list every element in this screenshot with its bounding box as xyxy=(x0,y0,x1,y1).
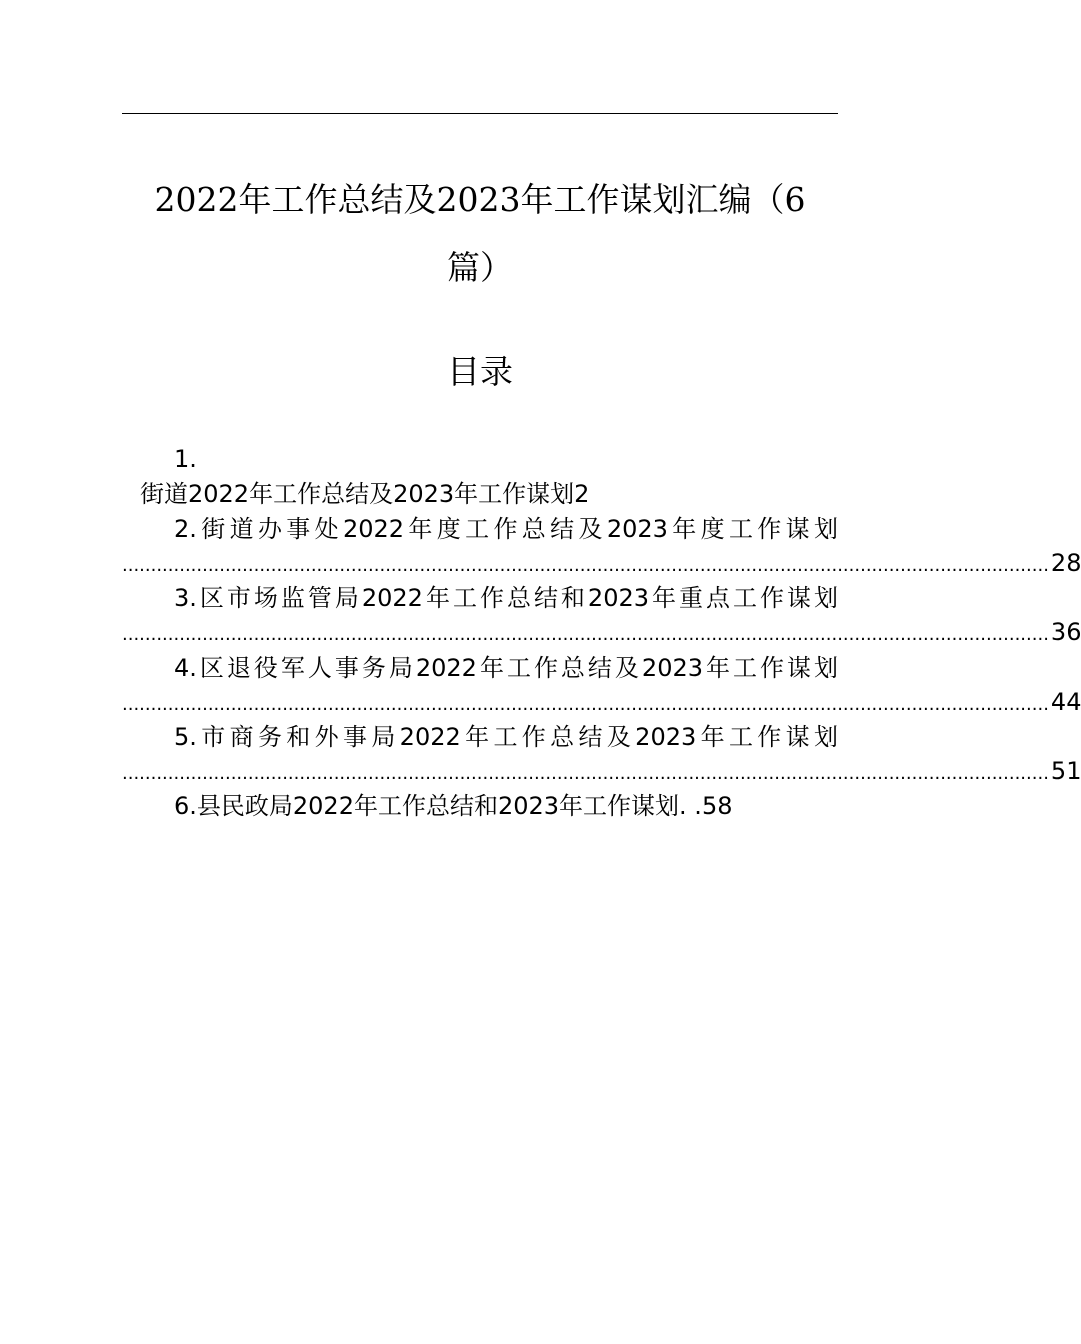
toc-entry-3-title[interactable]: 3.区市场监管局2022年工作总结和2023年重点工作谋划 xyxy=(174,584,838,612)
title-count: 6 xyxy=(784,180,806,219)
toc-heading: 目录 xyxy=(447,352,513,391)
toc-entry-4-title[interactable]: 4.区退役军人事务局2022年工作总结及2023年工作谋划 xyxy=(174,654,838,682)
toc-entry-1-title: 街道2022年工作总结及2023年工作谋划 xyxy=(140,480,575,508)
dot-leader: .................................................................................................................................................................. xyxy=(122,694,1049,715)
document-title-line-2: 篇） xyxy=(447,248,513,287)
toc-entry-1[interactable] xyxy=(140,478,589,510)
toc-entry-3-leader[interactable] xyxy=(122,616,1081,651)
header-rule xyxy=(122,113,838,114)
document-title xyxy=(122,180,838,220)
toc-entry-5-title[interactable]: 5.市商务和外事局2022年工作总结及2023年工作谋划 xyxy=(174,723,838,751)
toc-entry-4-page: 44 xyxy=(1050,688,1081,716)
toc-entry-5-leader[interactable] xyxy=(122,755,1081,790)
toc-entry-3-page: 36 xyxy=(1050,618,1081,646)
title-text-a: 年工作总结及 xyxy=(238,180,437,219)
dot-leader: .................................................................................................................................................................. xyxy=(122,624,1049,645)
toc-entry-4-leader[interactable] xyxy=(122,686,1081,721)
title-year-1: 2022 xyxy=(154,180,239,219)
toc-entry-5-page: 51 xyxy=(1050,757,1081,785)
toc-entry-6[interactable]: 6.县民政局2022年工作总结和2023年工作谋划. .58 xyxy=(174,792,733,820)
title-text-b: 年工作谋划汇编（ xyxy=(520,180,785,219)
dot-leader: .................................................................................................................................................................. xyxy=(122,555,1049,576)
toc-entry-1-page: 2 xyxy=(574,480,590,508)
toc-entry-2-title[interactable]: 2.街道办事处2022年度工作总结及2023年度工作谋划 xyxy=(174,515,838,543)
title-year-2: 2023 xyxy=(436,180,521,219)
toc-entry-2-leader[interactable] xyxy=(122,547,1081,582)
toc-entry-2-page: 28 xyxy=(1050,549,1081,577)
toc-entry-1-number[interactable]: 1. xyxy=(174,445,197,473)
dot-leader: .................................................................................................................................................................. xyxy=(122,763,1049,784)
